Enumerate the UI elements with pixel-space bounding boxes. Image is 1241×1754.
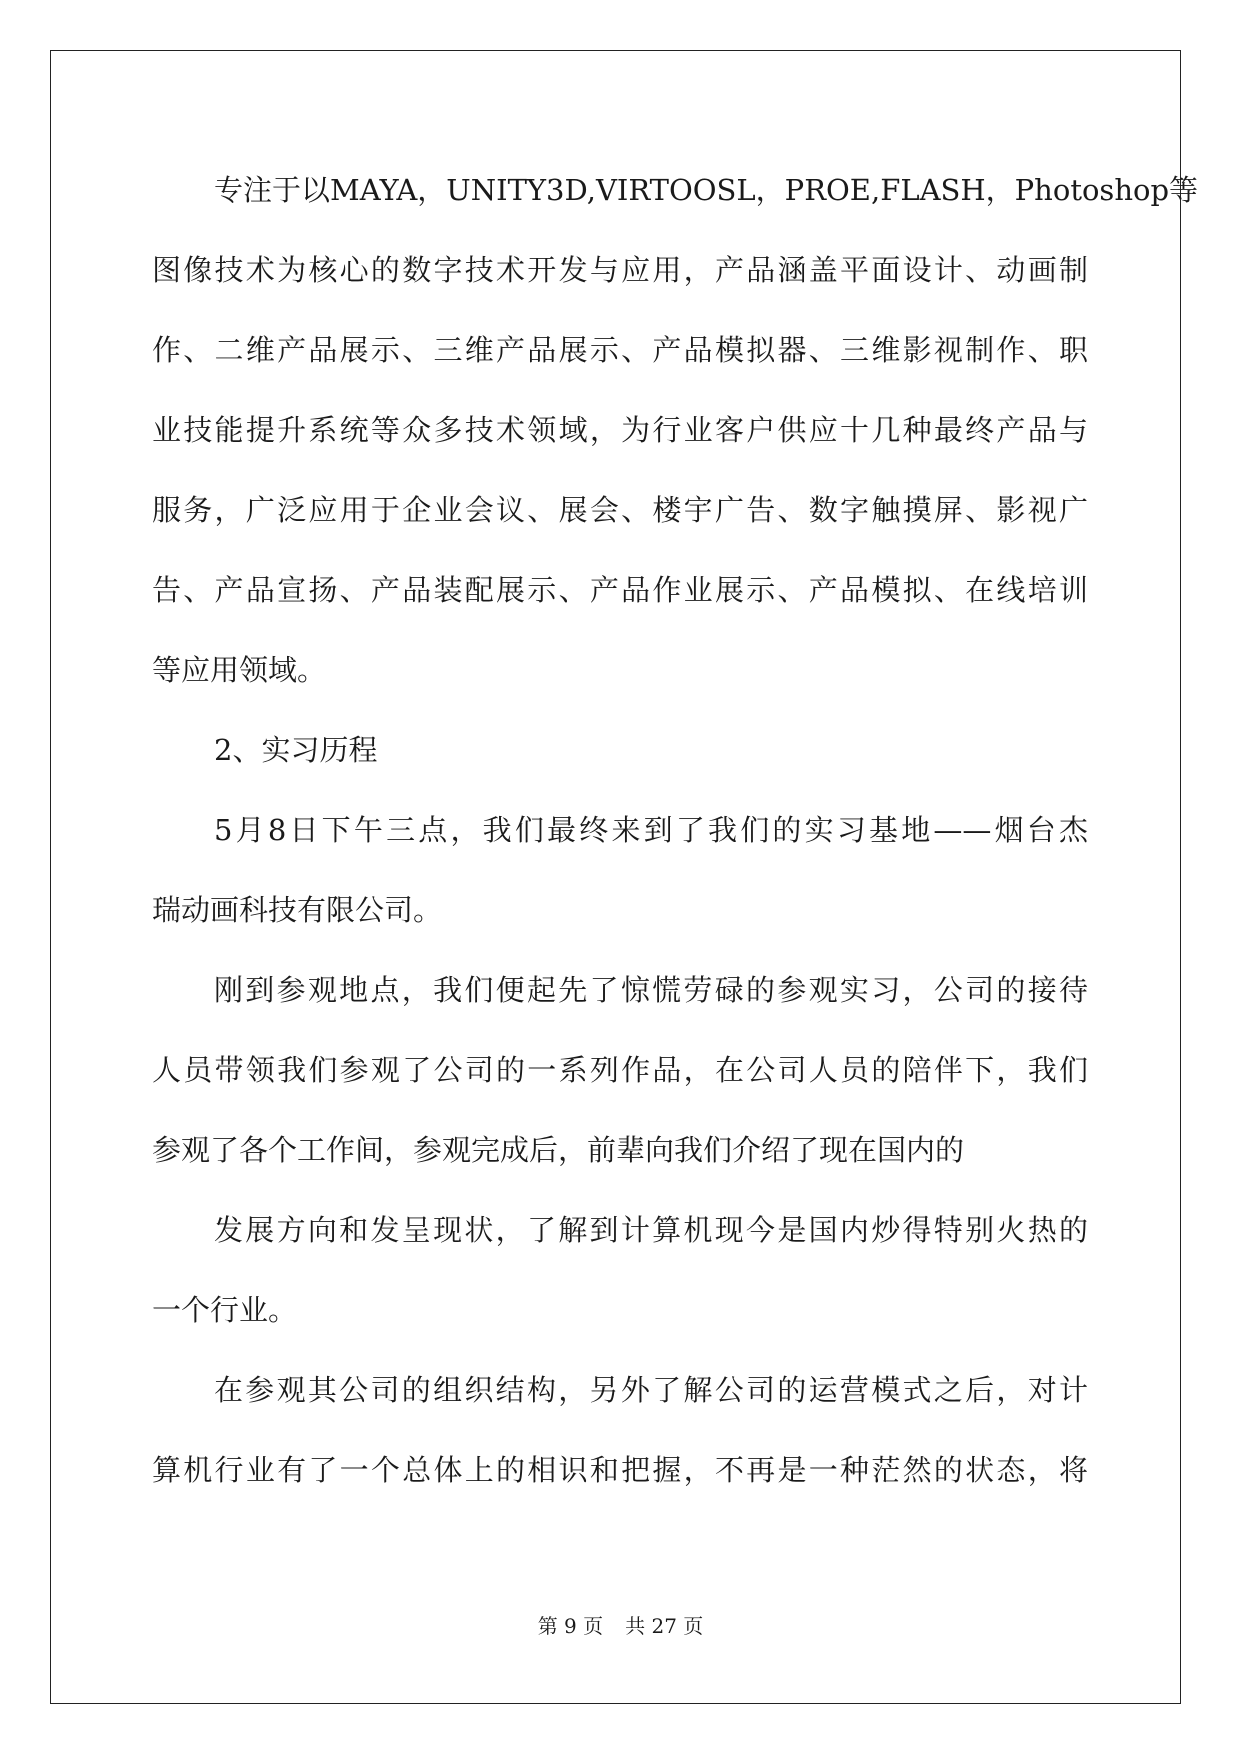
paragraph-line: 发展方向和发呈现状，了解到计算机现今是国内炒得特别火热的 [214,1213,1088,1247]
paragraph-line: 参观了各个工作间，参观完成后，前辈向我们介绍了现在国内的 [152,1133,965,1167]
section-heading: 2、实习历程 [214,733,378,767]
paragraph-line: 一个行业。 [152,1293,298,1327]
paragraph-line: 刚到参观地点，我们便起先了惊慌劳碌的参观实习，公司的接待 [214,973,1088,1007]
paragraph-line: 瑞动画科技有限公司。 [152,893,443,927]
paragraph-line: 作、二维产品展示、三维产品展示、产品模拟器、三维影视制作、职 [152,333,1088,367]
paragraph-line: 算机行业有了一个总体上的相识和把握，不再是一种茫然的状态，将 [152,1453,1088,1487]
page-footer [0,1610,1241,1639]
paragraph-line: 等应用领域。 [152,653,327,687]
total-pages: 共 27 页 [625,1614,704,1638]
paragraph-line: 5月8日下午三点，我们最终来到了我们的实习基地——烟台杰 [214,813,1088,847]
paragraph-line: 在参观其公司的组织结构，另外了解公司的运营模式之后，对计 [214,1373,1088,1407]
paragraph-line: 告、产品宣扬、产品装配展示、产品作业展示、产品模拟、在线培训 [152,573,1088,607]
paragraph-line: 人员带领我们参观了公司的一系列作品，在公司人员的陪伴下，我们 [152,1053,1088,1087]
paragraph-line: 业技能提升系统等众多技术领域，为行业客户供应十几种最终产品与 [152,413,1088,447]
document-body [152,162,1199,1522]
paragraph-line: 服务，广泛应用于企业会议、展会、楼宇广告、数字触摸屏、影视广 [152,493,1088,527]
page-number: 第 9 页 [537,1614,604,1638]
paragraph-line: 图像技术为核心的数字技术开发与应用，产品涵盖平面设计、动画制 [152,253,1088,287]
paragraph-line: 专注于以MAYA，UNITY3D,VIRTOOSL，PROE,FLASH，Photoshop等 [214,173,1199,207]
